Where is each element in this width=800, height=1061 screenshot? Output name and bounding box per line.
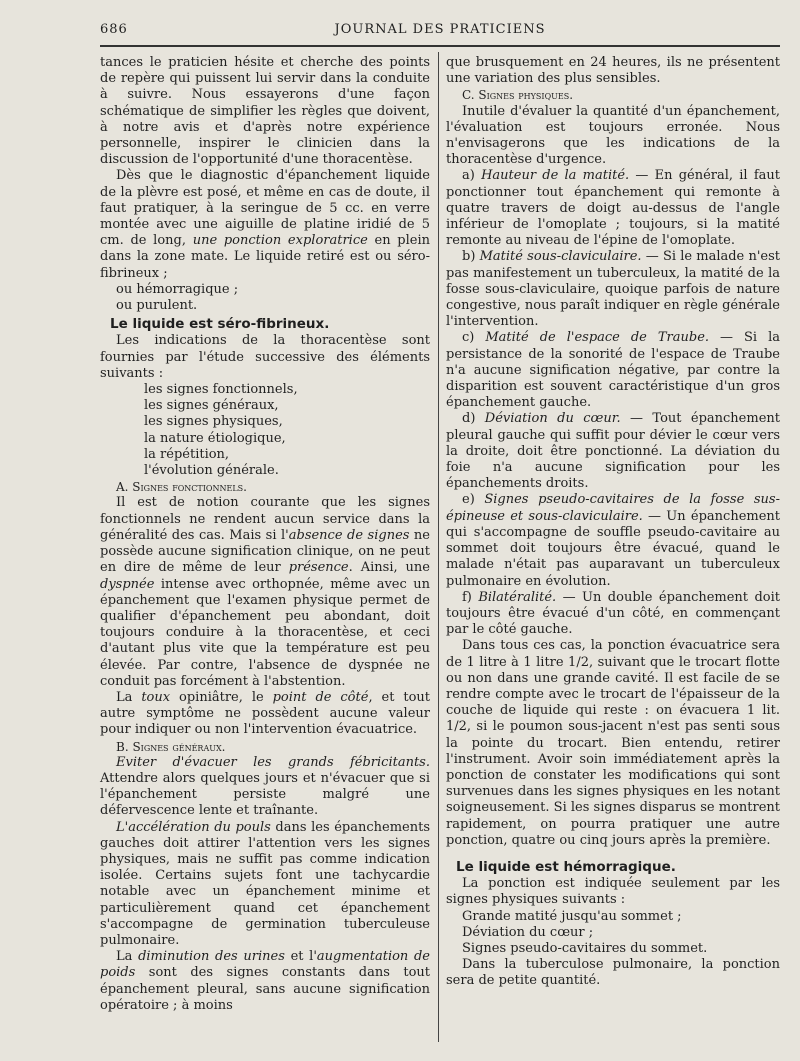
paragraph: La toux opiniâtre, le point de côté, et tout autre symptôme ne possèdent aucune valeur pour indiquer ou non l'intervention évacuatrice. <box>100 689 431 738</box>
subheading: B. Signes généraux. <box>116 739 226 754</box>
paragraph: La diminution des urines et l'augmentation de poids sont des signes constants dans tout épanchement pleural, sans aucune signification opératoire ; à moins <box>100 949 430 1013</box>
paragraph: Dans tous ces cas, la ponction évacuatrice sera de 1 litre à 1 litre 1/2, suivant que le trocart flotte ou non dans une grande cavité. Il est facile de se rendre compte avec le trocart de l'épaisseur de la couche de liquide qui reste : on évacuera 1 lit. 1/2, si le poumon sous-jacent n'est pas senti sous la pointe du trocart. Bien entendu, retirer l'instrument. Avoir soin immédiatement après la ponction de constater les modifications qui sont survenues dans les signes physiques en les notant soigneusement. Si les signes disparus se montrent rapidement, on pourra pratiquer une autre ponction, quatre ou cinq jours après la première. <box>446 638 780 848</box>
list-item: la répétition, <box>144 446 230 462</box>
left-column <box>100 55 430 1014</box>
criterion-a: a) Hauteur de la matité. — En général, il faut ponctionner tout épanchement qui remonte à quatre travers de doigt au-dessus de l'angle inférieur de l'omoplate ; toujours, si la matité remonte au niveau de l'épine de l'omoplate. <box>446 168 780 249</box>
list-item: les signes physiques, <box>144 414 283 430</box>
subheading: A. Signes fonctionnels. <box>116 480 247 495</box>
running-header <box>100 18 780 44</box>
header-rule <box>100 45 780 47</box>
column-divider <box>438 52 439 1042</box>
criterion-f: f) Bilatéralité. — Un double épanchement doit toujours être évacué d'un côté, en commençant par le côté gauche. <box>446 589 780 638</box>
option-line: ou hémorragique ; <box>116 281 239 297</box>
element-list <box>144 382 430 479</box>
paragraph: Eviter d'évacuer les grands fébricitants. Attendre alors quelques jours et n'évacuer que si l'épanchement persiste malgré une défervescence lente et traînante. <box>100 754 430 819</box>
list-item: Signes pseudo-cavitaires du sommet. <box>462 940 708 956</box>
list-item: l'évolution générale. <box>144 463 279 479</box>
section-heading: Le liquide est hémorragique. <box>456 858 676 875</box>
criterion-c: c) Matité de l'espace de Traube. — Si la persistance de la sonorité de l'espace de Traube n'a aucune signification négative, par contre la disparition est souvent caractéristique d'un gros épanchement gauche. <box>446 330 780 411</box>
paragraph: que brusquement en 24 heures, ils ne présentent une variation des plus sensibles. <box>446 55 780 87</box>
criterion-b: b) Matité sous-claviculaire. — Si le malade n'est pas manifestement un tuberculeux, la matité de la fosse sous-claviculaire, quoique parfois de nature congestive, nous paraît indiquer en règle générale l'intervention. <box>446 249 780 330</box>
spacer <box>446 849 780 857</box>
criterion-d: d) Déviation du cœur. — Tout épanchement pleural gauche qui suffit pour dévier le cœur vers la droite, doit être ponctionné. La déviation du foie n'a aucune signification pour les épanchements droits. <box>446 411 780 492</box>
paragraph: Dans la tuberculose pulmonaire, la ponction sera de petite quantité. <box>446 957 780 989</box>
list-item: les signes généraux, <box>144 398 279 414</box>
paragraph: La ponction est indiquée seulement par les signes physiques suivants : <box>446 876 780 908</box>
paragraph: Les indications de la thoracentèse sont fournies par l'étude successive des éléments suivants : <box>100 333 430 381</box>
paragraph: Il est de notion courante que les signes fonctionnels ne rendent aucun service dans la généralité des cas. Mais si l'absence de signes ne possède aucune signification clinique, on ne peut en dire de même de leur présence. Ainsi, une dyspnée intense avec orthopnée, même avec un épanchement que l'examen physique permet de qualifier d'épanchement peu abondant, doit toujours conduire à la thoracentèse, et ceci d'autant plus vite que la température est peu élevée. Par contre, l'absence de dyspnée ne conduit pas forcément à l'abstention. <box>100 495 431 689</box>
list-item: Déviation du cœur ; <box>462 924 594 940</box>
list-item: les signes fonctionnels, <box>144 382 298 398</box>
list-item: Grande matité jusqu'au sommet ; <box>462 908 682 924</box>
page-number: 686 <box>100 22 128 37</box>
criterion-e: e) Signes pseudo-cavitaires de la fosse sus-épineuse et sous-claviculaire. — Un épanchement qui s'accompagne de souffle pseudo-cavitaire au sommet doit toujours être évacué, quand le malade n'était pas auparavant un tuberculeux pulmonaire en évolution. <box>446 492 780 589</box>
paragraph: Dès que le diagnostic d'épanchement liquide de la plèvre est posé, et même en cas de doute, il faut pratiquer, à la seringue de 5 cc. en verre montée avec une aiguille de platine iridié de 5 cm. de long, une ponction exploratrice en plein dans la zone mate. Le liquide retiré est ou séro-fibrineux ; <box>100 168 431 281</box>
list-item: la nature étiologique, <box>144 430 286 446</box>
option-line: ou purulent. <box>116 298 198 314</box>
sign-list <box>462 909 780 958</box>
paragraph: L'accélération du pouls dans les épanchements gauches doit attirer l'attention vers les signes physiques, mais ne suffit pas comme indication isolée. Certains sujets font une tachycardie notable avec un épanchement minime et particulièrement quand cet épanchement s'accompagne de germination tuberculeuse pulmonaire. <box>100 819 430 948</box>
section-heading: Le liquide est séro-fibrineux. <box>110 316 330 333</box>
paragraph: tances le praticien hésite et cherche des points de repère qui puissent lui servir dans la conduite à suivre. Nous essayerons d'une façon schématique de simplifier les règles que doivent, à notre avis et d'après notre expérience personnelle, inspirer le clinicien dans la discussion de l'opportunité d'une thoracentèse. <box>100 55 430 168</box>
subheading: C. Signes physiques. <box>462 88 574 103</box>
right-column <box>446 55 780 990</box>
journal-title: JOURNAL DES PRATICIENS <box>334 22 546 37</box>
paragraph: Inutile d'évaluer la quantité d'un épanchement, l'évaluation est toujours erronée. Nous n'envisagerons que les indications de la thoracentèse d'urgence. <box>446 103 780 168</box>
